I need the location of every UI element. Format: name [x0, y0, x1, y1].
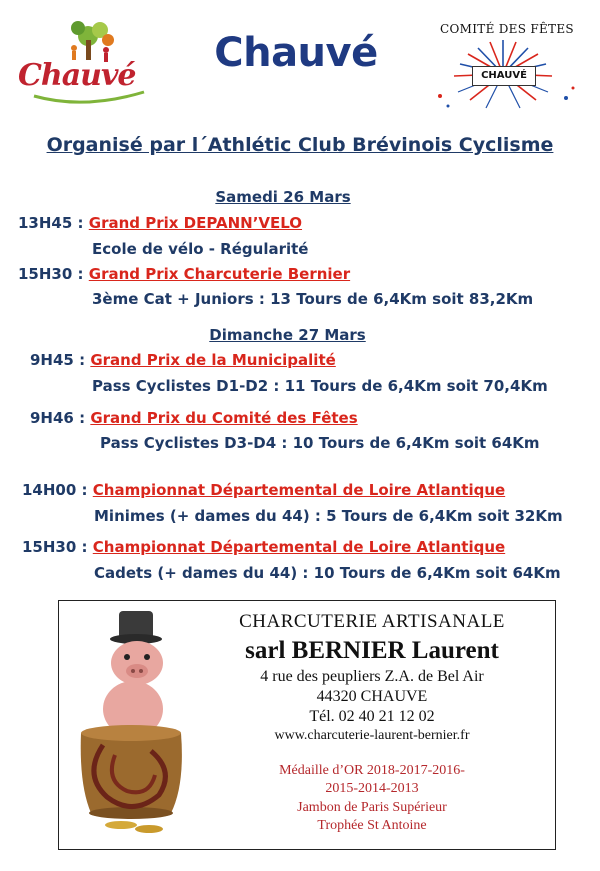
event-details: Pass Cyclistes D3-D4 : 10 Tours de 6,4Km soit 64Km [100, 434, 540, 452]
comite-des-fetes-logo [428, 18, 586, 114]
event-line [30, 409, 358, 427]
day-heading: Samedi 26 Mars [215, 188, 351, 206]
day-heading: Dimanche 27 Mars [209, 326, 366, 344]
event-race-name: Grand Prix de la Municipalité [90, 351, 336, 369]
event-race-name: Championnat Départemental de Loire Atlantique [92, 481, 506, 499]
event-line [30, 351, 336, 369]
event-race-name: Grand Prix du Comité des Fêtes [90, 409, 358, 427]
committee-caption: COMITÉ DES FÊTES [440, 22, 574, 36]
event-line [18, 265, 350, 283]
event-details: 3ème Cat + Juniors : 13 Tours de 6,4Km soit 83,2Km [92, 290, 534, 308]
sponsor-advertisement [58, 600, 556, 850]
event-line [18, 214, 302, 232]
sponsor-award-medal: Médaille d’OR 2018-2017-2016- [279, 763, 465, 778]
event-race-name: Grand Prix DEPANN’VELO [88, 214, 303, 232]
chauve-logo-text: Chauvé [18, 58, 136, 93]
organizer-heading: Organisé par l´Athlétic Club Brévinois Cyclisme [46, 134, 554, 156]
page-title: Chauvé [214, 30, 378, 76]
pig-mascot-icon [63, 605, 203, 845]
committee-badge: CHAUVÉ [472, 66, 536, 86]
event-time: 15H30 : [18, 265, 84, 283]
event-time: 13H45 : [18, 214, 84, 232]
sponsor-website[interactable]: www.charcuterie-laurent-bernier.fr [274, 728, 470, 743]
sponsor-company: sarl BERNIER Laurent [245, 637, 499, 664]
event-details: Minimes (+ dames du 44) : 5 Tours de 6,4Km soit 32Km [94, 507, 563, 525]
event-race-name: Championnat Départemental de Loire Atlantique [92, 538, 506, 556]
event-time: 9H45 : [30, 351, 86, 369]
sponsor-address-street: 4 rue des peupliers Z.A. de Bel Air [260, 668, 484, 685]
chauve-town-logo [14, 18, 154, 108]
event-details: Ecole de vélo - Régularité [92, 240, 309, 258]
sponsor-heading: CHARCUTERIE ARTISANALE [239, 611, 505, 632]
event-details: Pass Cyclistes D1-D2 : 11 Tours de 6,4Km soit 70,4Km [92, 377, 548, 395]
sponsor-award-trophy: Trophée St Antoine [317, 818, 427, 833]
sponsor-address-city: 44320 CHAUVE [316, 688, 428, 705]
event-race-name: Grand Prix Charcuterie Bernier [88, 265, 351, 283]
event-time: 15H30 : [22, 538, 88, 556]
sponsor-phone: Tél. 02 40 21 12 02 [309, 708, 435, 725]
event-time: 14H00 : [22, 481, 88, 499]
event-line [22, 481, 505, 499]
event-line [22, 538, 505, 556]
event-details: Cadets (+ dames du 44) : 10 Tours de 6,4Km soit 64Km [94, 564, 561, 582]
sponsor-award-years: 2015-2014-2013 [325, 781, 419, 796]
sponsor-award-product: Jambon de Paris Supérieur [297, 800, 447, 815]
event-time: 9H46 : [30, 409, 86, 427]
